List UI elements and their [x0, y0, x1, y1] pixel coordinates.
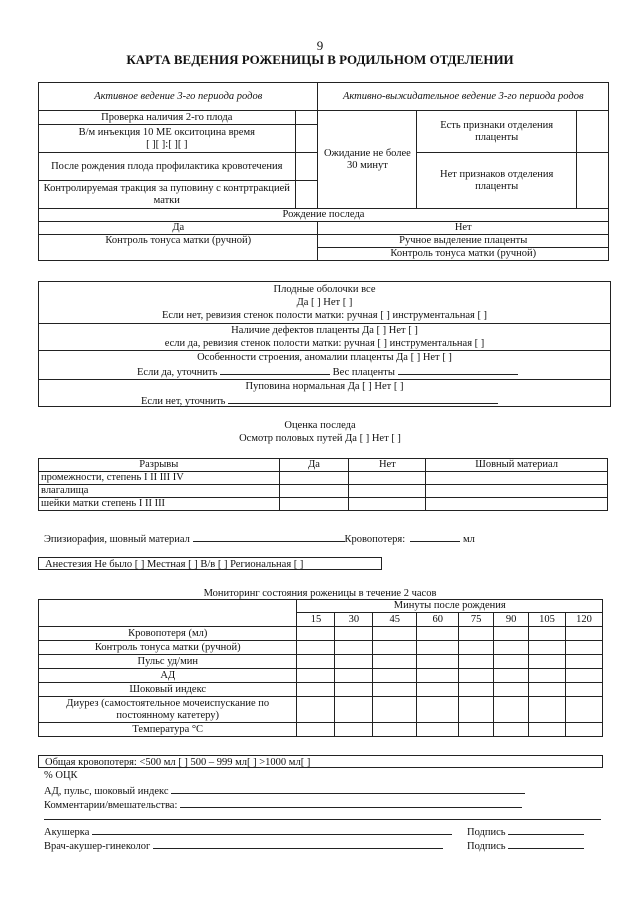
- tear-yes-cell[interactable]: [279, 498, 349, 511]
- umbilical-cord[interactable]: Пуповина нормальная Да [ ] Нет [ ]: [245, 381, 404, 392]
- checkbox-cell[interactable]: [295, 153, 318, 181]
- row-tone-control: Контроль тонуса матки (ручной): [39, 641, 297, 655]
- cell[interactable]: [565, 655, 602, 669]
- cell[interactable]: [297, 669, 335, 683]
- cell[interactable]: [565, 697, 602, 723]
- cell[interactable]: [297, 723, 335, 737]
- checkbox-cell[interactable]: [295, 125, 318, 153]
- suture-cell[interactable]: [426, 472, 608, 485]
- blood-loss-label: Кровопотеря:: [344, 534, 406, 545]
- cell[interactable]: [529, 655, 566, 669]
- cell[interactable]: [335, 697, 373, 723]
- tear-no-cell[interactable]: [349, 498, 426, 511]
- cell[interactable]: [417, 641, 459, 655]
- cell[interactable]: [529, 627, 566, 641]
- cell[interactable]: [417, 697, 459, 723]
- cell[interactable]: [373, 641, 417, 655]
- checkbox-cell[interactable]: [295, 111, 318, 125]
- checkbox-cell[interactable]: [577, 111, 609, 153]
- bcc-percent: % ОЦК: [44, 770, 78, 781]
- page-title: КАРТА ВЕДЕНИЯ РОЖЕНИЦЫ В РОДИЛЬНОМ ОТДЕЛЕНИИ: [126, 52, 514, 67]
- oxytocin-injection: В/м инъекция 10 МЕ окситоцина время [ ][ ]:[ ][ ]: [39, 125, 296, 153]
- third-stage-table: [38, 82, 609, 261]
- cell[interactable]: [417, 669, 459, 683]
- cell[interactable]: [529, 723, 566, 737]
- check-second-fetus: Проверка наличия 2-го плода: [39, 111, 296, 125]
- no-label: Нет: [318, 222, 609, 235]
- suture-cell[interactable]: [426, 498, 608, 511]
- cell[interactable]: [335, 723, 373, 737]
- cell[interactable]: [297, 627, 335, 641]
- cell[interactable]: [297, 655, 335, 669]
- tear-yes-cell[interactable]: [279, 485, 349, 498]
- cell[interactable]: [373, 669, 417, 683]
- time-field[interactable]: [ ][ ]:[ ][ ]: [146, 138, 188, 150]
- placenta-birth: Рождение последа: [39, 209, 609, 222]
- uterine-revision-2[interactable]: если да, ревизия стенок полости матки: ручная [ ] инструментальная [ ]: [164, 338, 485, 349]
- controlled-cord-traction: Контролируемая тракция за пуповину с контртракцией матки: [39, 181, 296, 209]
- monitoring-title: Мониторинг состояния роженицы в течение 2 часов: [203, 588, 437, 599]
- tear-yes-cell[interactable]: [279, 472, 349, 485]
- cell[interactable]: [529, 697, 566, 723]
- cell[interactable]: [565, 641, 602, 655]
- total-blood-loss-box[interactable]: Общая кровопотеря: <500 мл [ ] 500 – 999 мл[ ] >1000 мл[ ]: [38, 755, 603, 768]
- cell[interactable]: [297, 697, 335, 723]
- expectant-management-header: Активно-выжидательное ведение 3-го периода родов: [318, 83, 609, 111]
- vagina-tear: влагалища: [39, 485, 280, 498]
- placenta-assessment: Оценка последа: [284, 420, 356, 431]
- tear-no-cell[interactable]: [349, 485, 426, 498]
- uterine-revision-1[interactable]: Если нет, ревизия стенок полости матки: ручная [ ] инструментальная [ ]: [161, 310, 488, 321]
- row-shock-index: Шоковый индекс: [39, 683, 297, 697]
- cell[interactable]: [335, 669, 373, 683]
- tone-control-2: Контроль тонуса матки (ручной): [318, 248, 609, 261]
- membranes-complete: Плодные оболочки все: [273, 284, 376, 295]
- row-temperature: Температура °С: [39, 723, 297, 737]
- tears-yes-header: Да: [279, 459, 349, 472]
- cell[interactable]: [417, 627, 459, 641]
- cell[interactable]: [459, 627, 494, 641]
- cell[interactable]: [335, 641, 373, 655]
- cell[interactable]: [529, 669, 566, 683]
- cell[interactable]: [297, 683, 335, 697]
- genital-examination[interactable]: Осмотр половых путей Да [ ] Нет [ ]: [239, 433, 401, 444]
- minute-120: 120: [565, 613, 602, 627]
- anesthesia-box[interactable]: Анестезия Не было [ ] Местная [ ] В/в [ ] Региональная [ ]: [38, 557, 382, 570]
- placenta-defects[interactable]: Наличие дефектов плаценты Да [ ] Нет [ ]: [231, 325, 418, 336]
- tears-no-header: Нет: [349, 459, 426, 472]
- minute-90: 90: [494, 613, 529, 627]
- midwife-signature: Подпись: [467, 824, 584, 839]
- cell[interactable]: [373, 697, 417, 723]
- cell[interactable]: [494, 655, 529, 669]
- cell[interactable]: [565, 683, 602, 697]
- checkbox-cell[interactable]: [577, 153, 609, 209]
- minute-75: 75: [459, 613, 494, 627]
- cell[interactable]: [494, 723, 529, 737]
- checkbox-cell[interactable]: [295, 181, 318, 209]
- tears-header: Разрывы: [39, 459, 280, 472]
- cell[interactable]: [459, 669, 494, 683]
- row-pulse: Пульс уд/мин: [39, 655, 297, 669]
- cell[interactable]: [494, 697, 529, 723]
- monitoring-corner: [39, 600, 297, 627]
- cell[interactable]: [459, 655, 494, 669]
- cell[interactable]: [373, 683, 417, 697]
- cell[interactable]: [335, 683, 373, 697]
- cervix-tear: шейки матки степень I II III: [39, 498, 280, 511]
- doctor-row: Врач-акушер-гинеколог: [44, 838, 443, 853]
- minute-30: 30: [335, 613, 373, 627]
- cell[interactable]: [529, 641, 566, 655]
- cell[interactable]: [565, 723, 602, 737]
- doctor-signature: Подпись: [467, 838, 584, 853]
- row-diuresis: Диурез (самостоятельное мочеиспускание по постоянному катетеру): [39, 697, 297, 723]
- manual-removal: Ручное выделение плаценты: [318, 235, 609, 248]
- cell[interactable]: [459, 723, 494, 737]
- episiorrhaphy-row: Эпизиорафия, шовный материал Кровопотеря: мл: [44, 531, 475, 546]
- tone-control: Контроль тонуса матки (ручной): [39, 235, 318, 261]
- cell[interactable]: [417, 723, 459, 737]
- row-blood-loss: Кровопотеря (мл): [39, 627, 297, 641]
- page-number: 9: [316, 38, 324, 53]
- cell[interactable]: [494, 641, 529, 655]
- cell[interactable]: [335, 655, 373, 669]
- signs-separation-yes: Есть признаки отделения плаценты: [417, 111, 577, 153]
- placenta-anomalies[interactable]: Особенности строения, аномалии плаценты Да [ ] Нет [ ]: [197, 352, 452, 363]
- tear-no-cell[interactable]: [349, 472, 426, 485]
- cell[interactable]: [417, 683, 459, 697]
- midwife-row: Акушерка: [44, 824, 452, 839]
- cell[interactable]: [459, 697, 494, 723]
- tears-table: [38, 458, 608, 511]
- cell[interactable]: [459, 683, 494, 697]
- cell[interactable]: [529, 683, 566, 697]
- cell[interactable]: [494, 683, 529, 697]
- cell[interactable]: [459, 641, 494, 655]
- bp-pulse-row: АД, пульс, шоковый индекс: [44, 783, 525, 798]
- signs-separation-no: Нет признаков отделения плаценты: [417, 153, 577, 209]
- minutes-header: Минуты после рождения: [297, 600, 603, 613]
- cell[interactable]: [565, 627, 602, 641]
- cell[interactable]: [335, 627, 373, 641]
- membranes-yes-no[interactable]: Да [ ] Нет [ ]: [296, 297, 353, 308]
- cell[interactable]: [373, 723, 417, 737]
- perineum-tear: промежности, степень I II III IV: [39, 472, 280, 485]
- cell[interactable]: [417, 655, 459, 669]
- cell[interactable]: [494, 669, 529, 683]
- monitoring-table: [38, 599, 603, 737]
- membranes-box: [38, 281, 611, 407]
- waiting-cell: Ожидание не более 30 минут: [318, 111, 417, 209]
- specify-row: Если да, уточнить Вес плаценты: [39, 364, 610, 379]
- yes-label: Да: [39, 222, 318, 235]
- cell[interactable]: [373, 655, 417, 669]
- suture-header: Шовный материал: [426, 459, 608, 472]
- active-management-header: Активное ведение 3-го периода родов: [39, 83, 318, 111]
- cell[interactable]: [297, 641, 335, 655]
- bleeding-prophylaxis: После рождения плода профилактика кровотечения: [39, 153, 296, 181]
- minute-105: 105: [529, 613, 566, 627]
- comments-row: Комментарии/вмешательства:: [44, 797, 522, 812]
- minute-45: 45: [373, 613, 417, 627]
- cell[interactable]: [565, 669, 602, 683]
- cell[interactable]: [494, 627, 529, 641]
- cord-specify-row: Если нет, уточнить: [39, 393, 610, 408]
- row-bp: АД: [39, 669, 297, 683]
- minute-60: 60: [417, 613, 459, 627]
- comments-line-2: [44, 819, 601, 820]
- suture-cell[interactable]: [426, 485, 608, 498]
- cell[interactable]: [373, 627, 417, 641]
- minute-15: 15: [297, 613, 335, 627]
